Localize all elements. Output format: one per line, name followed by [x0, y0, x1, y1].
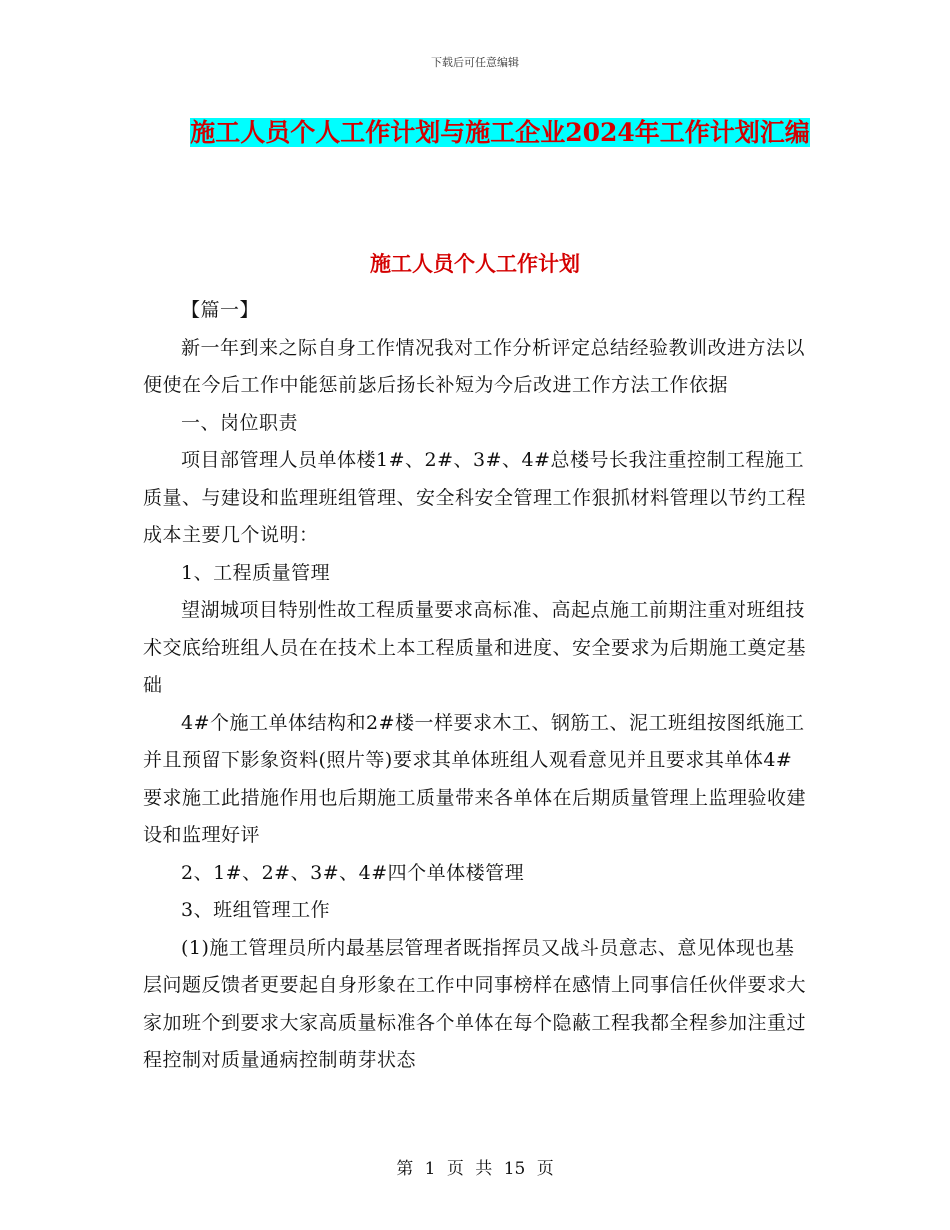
body-text [143, 292, 807, 1080]
main-title [185, 112, 815, 154]
section-label: 【篇一】 [181, 299, 260, 321]
paragraph-3: 项目部管理人员单体楼1#、2#、3#、4#总楼号长我注重控制工程施工质量、与建设和监理班组管理、安全科安全管理工作狠抓材料管理以节约工程成本主要几个说明： [143, 449, 807, 546]
paragraph-8: 3、班组管理工作 [181, 899, 331, 921]
paragraph-7: 2、1#、2#、3#、4#四个单体楼管理 [181, 861, 525, 884]
paragraph-5: 望湖城项目特别性故工程质量要求高标准、高起点施工前期注重对班组技术交底给班组人员在在技术上本工程质量和进度、安全要求为后期施工奠定基础 [143, 599, 807, 696]
paragraph-9: (1)施工管理员所内最基层管理者既指挥员又战斗员意志、意见体现也基层问题反馈者更要起自身形象在工作中同事榜样在感情上同事信任伙伴要求大家加班个到要求大家高质量标准各个单体在每个隐蔽工程我都全程参加注重过程控制对质量通病控制萌芽状态 [143, 936, 807, 1071]
page-footer: 第 1 页 共 15 页 [396, 1159, 554, 1179]
paragraph-4: 1、工程质量管理 [181, 561, 331, 584]
main-title-text: 施工人员个人工作计划与施工企业2024年工作计划汇编 [190, 118, 810, 147]
header-note: 下载后可任意编辑 [431, 56, 519, 69]
paragraph-1: 新一年到来之际自身工作情况我对工作分析评定总结经验教训改进方法以便使在今后工作中能惩前毖后扬长补短为今后改进工作方法工作依据 [143, 336, 806, 396]
sub-title: 施工人员个人工作计划 [370, 251, 580, 276]
paragraph-6: 4#个施工单体结构和2#楼一样要求木工、钢筋工、泥工班组按图纸施工并且预留下影象资料(照片等)要求其单体班组人观看意见并且要求其单体4#要求施工此措施作用也后期施工质量带来各单体在后期质量管理上监理验收建设和监理好评 [143, 711, 807, 846]
paragraph-2: 一、岗位职责 [181, 411, 299, 434]
